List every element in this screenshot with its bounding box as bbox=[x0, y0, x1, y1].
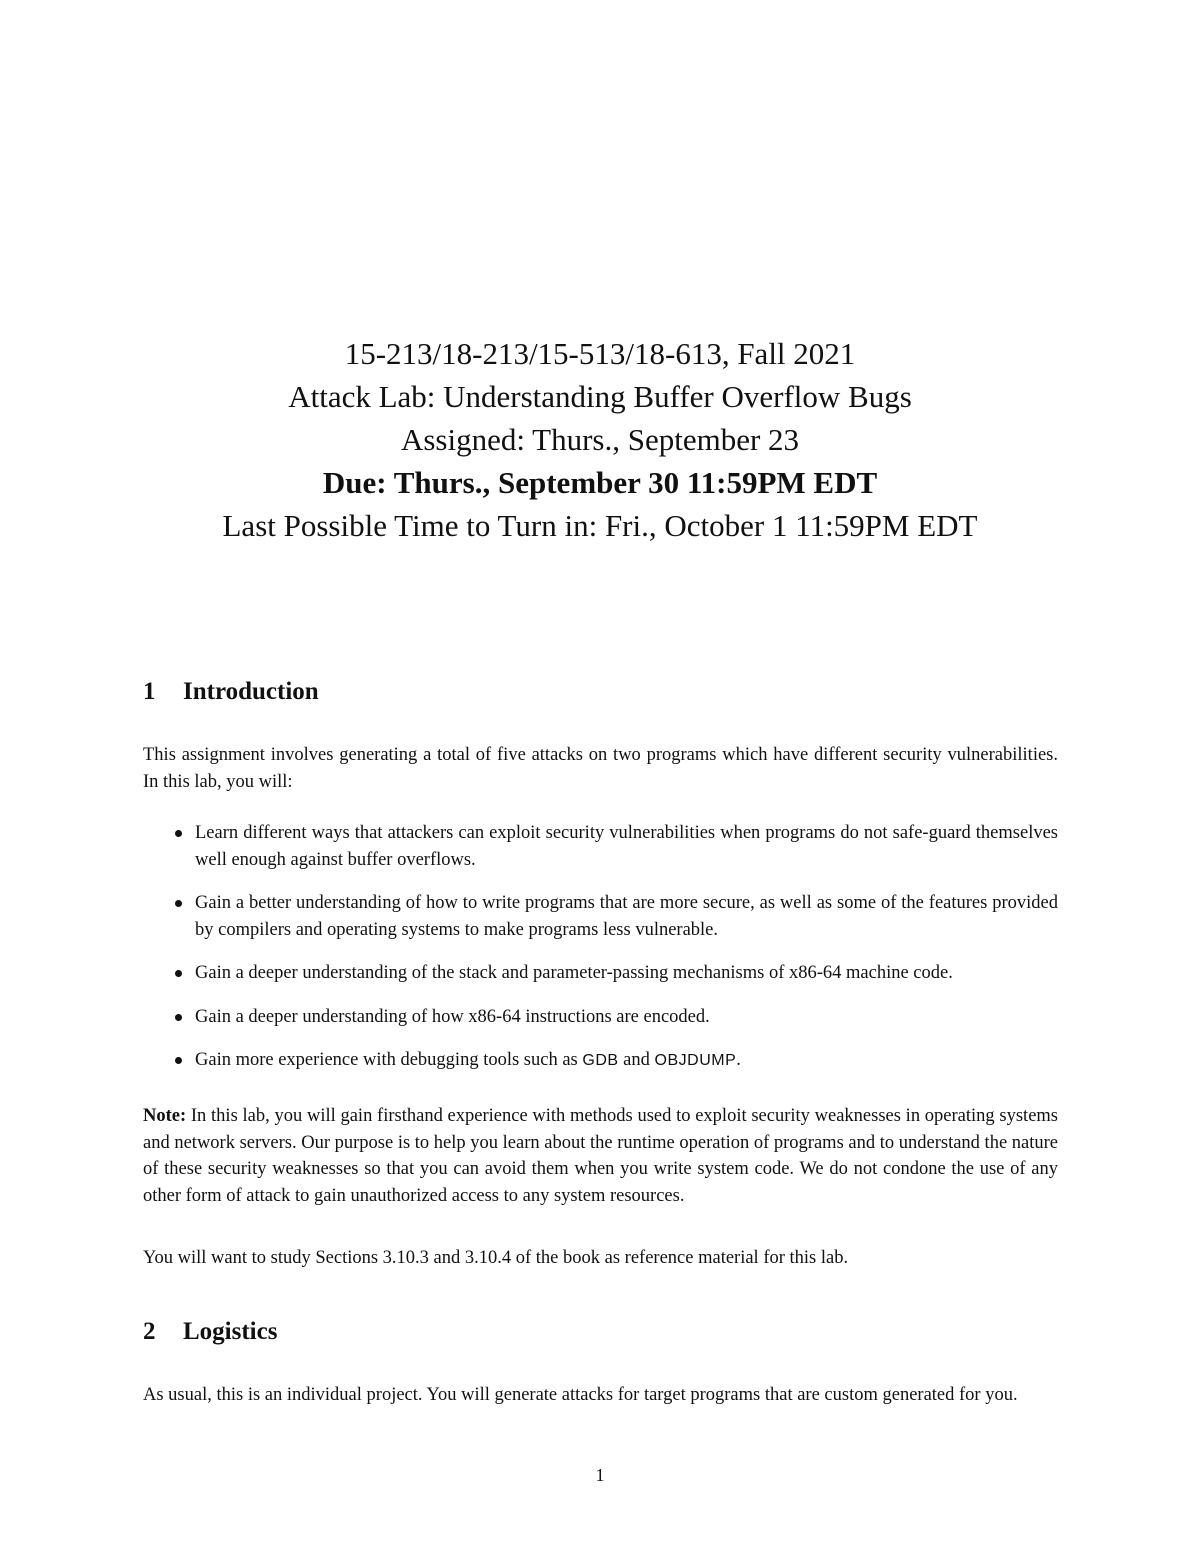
section-title: Logistics bbox=[183, 1318, 278, 1345]
bullet-icon bbox=[175, 1014, 182, 1021]
section-heading-introduction bbox=[143, 678, 319, 706]
section-heading-logistics bbox=[143, 1318, 277, 1346]
list-item bbox=[143, 1004, 1058, 1031]
title-block bbox=[0, 332, 1200, 547]
tool-objdump: OBJDUMP bbox=[654, 1052, 737, 1069]
bullet-icon bbox=[175, 1057, 182, 1064]
list-item bbox=[143, 1047, 1058, 1075]
tools-prefix: Gain more experience with debugging tools such as bbox=[195, 1050, 583, 1070]
intro-paragraph: This assignment involves generating a total of five attacks on two programs which have different security vulnerabilities. In this lab, you will: bbox=[143, 745, 1058, 792]
bullet-icon bbox=[175, 900, 182, 907]
tools-suffix: . bbox=[736, 1050, 741, 1070]
bullet-icon bbox=[175, 970, 182, 977]
list-item-text bbox=[195, 1050, 741, 1070]
list-item-text: Gain a deeper understanding of the stack and parameter-passing mechanisms of x86-64 machine code. bbox=[195, 963, 953, 983]
note-label: Note: bbox=[143, 1106, 187, 1126]
section-title: Introduction bbox=[183, 678, 319, 705]
last-possible-date: Last Possible Time to Turn in: Fri., October 1 11:59PM EDT bbox=[222, 508, 978, 543]
note-paragraph bbox=[143, 1103, 1058, 1209]
note-text: In this lab, you will gain firsthand experience with methods used to exploit security weaknesses in operating systems and network servers. Our purpose is to help you learn about the runtime operation of programs and to understand the nature of these security weaknesses so that you can avoid them when you write system code. We do not condone the use of any other form of attack to gain unauthorized access to any system resources. bbox=[143, 1106, 1058, 1206]
list-item-text: Learn different ways that attackers can exploit security vulnerabilities when programs do not safe-guard themselves well enough against buffer overflows. bbox=[195, 823, 1058, 870]
assigned-date: Assigned: Thurs., September 23 bbox=[400, 422, 800, 457]
due-date: Due: Thurs., September 30 11:59PM EDT bbox=[322, 465, 878, 500]
list-item bbox=[143, 890, 1058, 943]
reference-paragraph: You will want to study Sections 3.10.3 and 3.10.4 of the book as reference material for this lab. bbox=[143, 1248, 849, 1268]
objectives-list bbox=[143, 820, 1058, 1092]
tools-middle: and bbox=[618, 1050, 655, 1070]
page-number: 1 bbox=[595, 1465, 605, 1485]
lab-title: Attack Lab: Understanding Buffer Overflow Bugs bbox=[288, 379, 912, 414]
list-item-text: Gain a better understanding of how to write programs that are more secure, as well as some of the features provided by compilers and operating systems to make programs less vulnerable. bbox=[195, 893, 1058, 940]
list-item bbox=[143, 960, 1058, 987]
bullet-icon bbox=[175, 830, 182, 837]
list-item-text: Gain a deeper understanding of how x86-64 instructions are encoded. bbox=[195, 1006, 710, 1027]
tool-gdb: GDB bbox=[582, 1052, 619, 1069]
logistics-paragraph: As usual, this is an individual project. You will generate attacks for target programs that are custom generated for you. bbox=[143, 1385, 1018, 1405]
section-number: 2 bbox=[143, 1318, 156, 1345]
list-item bbox=[143, 820, 1058, 873]
course-numbers: 15-213/18-213/15-513/18-613, Fall 2021 bbox=[344, 336, 856, 371]
section-number: 1 bbox=[143, 678, 156, 705]
